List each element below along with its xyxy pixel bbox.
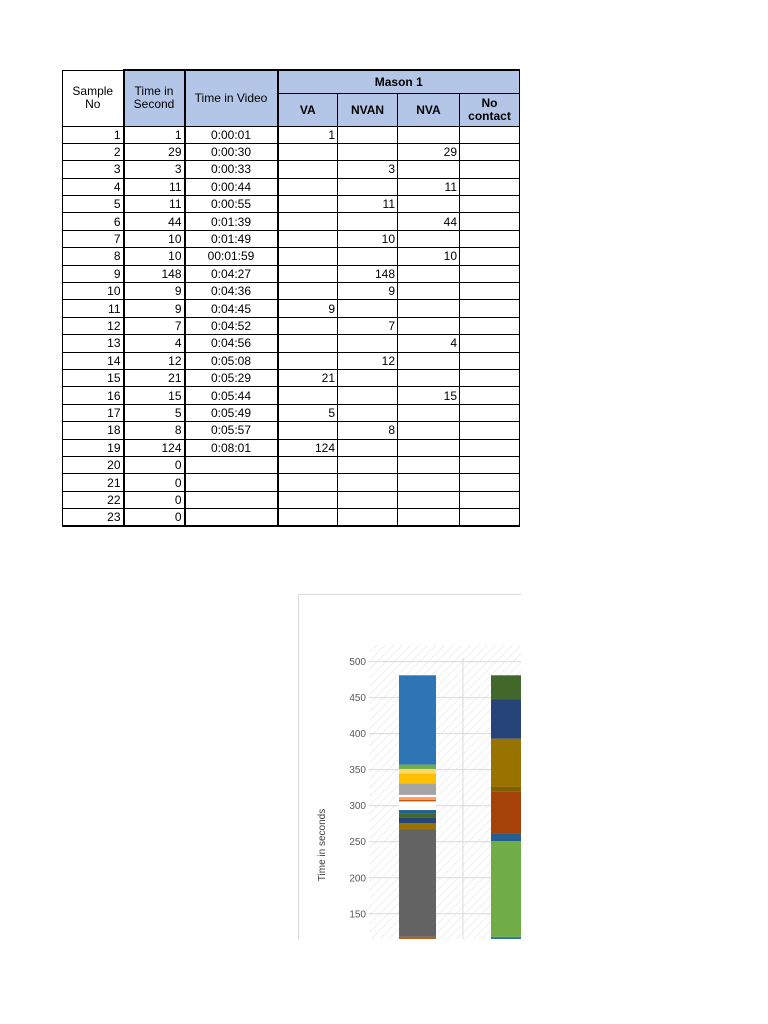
cell-sample-no: 19: [63, 439, 124, 456]
cell-nvan: [338, 509, 398, 526]
cell-no-contact: [460, 404, 520, 421]
cell-nvan: 9: [338, 283, 398, 300]
cell-time-in-second: 15: [124, 387, 185, 404]
cell-no-contact: [460, 283, 520, 300]
cell-no-contact: [460, 456, 520, 473]
cell-va: [278, 317, 338, 334]
table-row: [63, 491, 520, 508]
cell-time-in-video: [185, 456, 278, 473]
data-table: [62, 69, 520, 527]
table-row: [63, 352, 520, 369]
cell-nva: [398, 196, 460, 213]
cell-no-contact: [460, 509, 520, 526]
header-nva: NVA: [398, 94, 460, 126]
bar-segment: [399, 797, 436, 800]
table-row: [63, 335, 520, 352]
bar-segment: [399, 675, 436, 764]
cell-sample-no: 16: [63, 387, 124, 404]
y-tick-label: 300: [349, 801, 366, 813]
cell-nva: [398, 317, 460, 334]
cell-nvan: [338, 491, 398, 508]
cell-nvan: 10: [338, 230, 398, 247]
cell-time-in-second: 0: [124, 474, 185, 491]
cell-nva: [398, 283, 460, 300]
bar-segment: [491, 699, 521, 739]
cell-no-contact: [460, 387, 520, 404]
cell-time-in-video: [185, 491, 278, 508]
bar-segment: [399, 801, 436, 810]
cell-nvan: [338, 404, 398, 421]
table-row: [63, 196, 520, 213]
cell-no-contact: [460, 317, 520, 334]
cell-no-contact: [460, 248, 520, 265]
bar-segment: [399, 829, 436, 936]
cell-time-in-second: 8: [124, 422, 185, 439]
cell-sample-no: 6: [63, 213, 124, 230]
cell-no-contact: [460, 126, 520, 143]
cell-time-in-second: 0: [124, 491, 185, 508]
cell-time-in-video: 0:04:27: [185, 265, 278, 282]
table-row: [63, 300, 520, 317]
cell-nvan: [338, 213, 398, 230]
table-row: [63, 317, 520, 334]
cell-time-in-video: 00:01:59: [185, 248, 278, 265]
table-row: [63, 509, 520, 526]
cell-va: [278, 352, 338, 369]
table-row: [63, 143, 520, 160]
y-tick-label: 450: [349, 693, 366, 705]
cell-time-in-video: 0:04:56: [185, 335, 278, 352]
cell-va: [278, 387, 338, 404]
cell-sample-no: 15: [63, 369, 124, 386]
cell-time-in-second: 11: [124, 178, 185, 195]
bar-segment: [399, 937, 436, 939]
cell-nva: 11: [398, 178, 460, 195]
cell-time-in-second: 10: [124, 230, 185, 247]
table-row: [63, 422, 520, 439]
cell-no-contact: [460, 439, 520, 456]
bar-segment: [399, 818, 436, 823]
cell-time-in-second: 7: [124, 317, 185, 334]
cell-sample-no: 4: [63, 178, 124, 195]
bar-segment: [399, 814, 436, 818]
cell-nvan: [338, 387, 398, 404]
cell-va: 124: [278, 439, 338, 456]
bar-segment: [399, 783, 436, 795]
cell-time-in-second: 9: [124, 300, 185, 317]
cell-time-in-second: 0: [124, 509, 185, 526]
cell-nva: [398, 126, 460, 143]
y-tick-label: 150: [349, 909, 366, 921]
cell-time-in-video: 0:05:08: [185, 352, 278, 369]
bar-segment: [399, 769, 436, 773]
cell-nva: 4: [398, 335, 460, 352]
cell-nva: [398, 456, 460, 473]
cell-sample-no: 22: [63, 491, 124, 508]
cell-va: [278, 422, 338, 439]
table-row: [63, 474, 520, 491]
cell-sample-no: 12: [63, 317, 124, 334]
cell-time-in-video: 0:00:01: [185, 126, 278, 143]
cell-no-contact: [460, 422, 520, 439]
cell-no-contact: [460, 230, 520, 247]
table-row: [63, 161, 520, 178]
cell-no-contact: [460, 213, 520, 230]
cell-nvan: 148: [338, 265, 398, 282]
cell-time-in-video: 0:00:55: [185, 196, 278, 213]
table-row: [63, 178, 520, 195]
cell-nvan: [338, 143, 398, 160]
cell-time-in-video: 0:04:52: [185, 317, 278, 334]
bar-segment: [399, 810, 436, 814]
cell-time-in-video: 0:00:33: [185, 161, 278, 178]
cell-time-in-second: 4: [124, 335, 185, 352]
cell-va: [278, 161, 338, 178]
header-sample-no: Sample No: [63, 70, 124, 126]
y-tick-label: 250: [349, 837, 366, 849]
bar-segment: [491, 833, 521, 841]
cell-no-contact: [460, 300, 520, 317]
cell-no-contact: [460, 161, 520, 178]
cell-no-contact: [460, 491, 520, 508]
cell-va: [278, 474, 338, 491]
cell-nvan: [338, 369, 398, 386]
cell-nvan: [338, 474, 398, 491]
table-row: [63, 213, 520, 230]
cell-va: 9: [278, 300, 338, 317]
cell-nva: [398, 369, 460, 386]
y-tick-label: 500: [349, 657, 366, 669]
bar-segment: [399, 773, 436, 783]
cell-va: [278, 248, 338, 265]
cell-no-contact: [460, 369, 520, 386]
cell-time-in-second: 1: [124, 126, 185, 143]
chart-canvas: [299, 595, 521, 939]
cell-time-in-second: 3: [124, 161, 185, 178]
cell-sample-no: 14: [63, 352, 124, 369]
cell-nvan: [338, 300, 398, 317]
bar-segment: [491, 841, 521, 937]
cell-sample-no: 9: [63, 265, 124, 282]
y-axis-title: Time in seconds: [317, 808, 328, 882]
cell-time-in-video: 0:05:57: [185, 422, 278, 439]
bar-segment: [491, 787, 521, 791]
cell-va: 21: [278, 369, 338, 386]
table-row: [63, 456, 520, 473]
cell-va: [278, 335, 338, 352]
cell-sample-no: 2: [63, 143, 124, 160]
bar-segment: [399, 765, 436, 769]
cell-time-in-video: 0:01:39: [185, 213, 278, 230]
cell-nvan: [338, 248, 398, 265]
cell-time-in-second: 10: [124, 248, 185, 265]
y-tick-label: 400: [349, 729, 366, 741]
cell-no-contact: [460, 335, 520, 352]
cell-nva: [398, 161, 460, 178]
cell-sample-no: 23: [63, 509, 124, 526]
cell-time-in-video: 0:08:01: [185, 439, 278, 456]
cell-sample-no: 7: [63, 230, 124, 247]
stacked-bar-chart: [298, 594, 521, 939]
cell-nvan: 7: [338, 317, 398, 334]
cell-va: [278, 178, 338, 195]
cell-sample-no: 10: [63, 283, 124, 300]
cell-nvan: [338, 439, 398, 456]
cell-nva: 44: [398, 213, 460, 230]
cell-sample-no: 18: [63, 422, 124, 439]
cell-nvan: [338, 178, 398, 195]
cell-time-in-second: 0: [124, 456, 185, 473]
bar-segment: [491, 791, 521, 833]
table-row: [63, 404, 520, 421]
cell-nvan: [338, 335, 398, 352]
cell-time-in-second: 124: [124, 439, 185, 456]
cell-nva: [398, 474, 460, 491]
cell-nva: [398, 265, 460, 282]
cell-va: [278, 283, 338, 300]
cell-no-contact: [460, 196, 520, 213]
cell-nvan: 12: [338, 352, 398, 369]
table-row: [63, 283, 520, 300]
cell-nva: [398, 439, 460, 456]
cell-nva: [398, 491, 460, 508]
cell-nvan: [338, 456, 398, 473]
cell-sample-no: 20: [63, 456, 124, 473]
table-row: [63, 126, 520, 143]
table-row: [63, 369, 520, 386]
cell-nva: 10: [398, 248, 460, 265]
bar-segment: [399, 823, 436, 829]
header-group-mason-1: Mason 1: [278, 70, 520, 94]
cell-va: 5: [278, 404, 338, 421]
table-row: [63, 230, 520, 247]
header-nvan: NVAN: [338, 94, 398, 126]
cell-time-in-video: 0:05:49: [185, 404, 278, 421]
cell-time-in-video: 0:00:30: [185, 143, 278, 160]
cell-va: [278, 456, 338, 473]
cell-time-in-video: [185, 509, 278, 526]
cell-nva: 15: [398, 387, 460, 404]
cell-va: [278, 213, 338, 230]
cell-sample-no: 21: [63, 474, 124, 491]
header-va: VA: [278, 94, 338, 126]
cell-sample-no: 5: [63, 196, 124, 213]
cell-nva: [398, 300, 460, 317]
cell-no-contact: [460, 143, 520, 160]
cell-sample-no: 11: [63, 300, 124, 317]
cell-time-in-video: 0:01:49: [185, 230, 278, 247]
cell-time-in-video: 0:04:45: [185, 300, 278, 317]
cell-time-in-video: [185, 474, 278, 491]
bar-segment: [399, 795, 436, 797]
cell-time-in-video: 0:04:36: [185, 283, 278, 300]
cell-va: 1: [278, 126, 338, 143]
cell-va: [278, 196, 338, 213]
table-row: [63, 265, 520, 282]
cell-time-in-second: 21: [124, 369, 185, 386]
table-row: [63, 387, 520, 404]
cell-va: [278, 491, 338, 508]
cell-sample-no: 1: [63, 126, 124, 143]
cell-time-in-video: 0:00:44: [185, 178, 278, 195]
cell-time-in-second: 9: [124, 283, 185, 300]
y-tick-label: 200: [349, 873, 366, 885]
cell-va: [278, 230, 338, 247]
cell-sample-no: 8: [63, 248, 124, 265]
cell-nva: [398, 352, 460, 369]
cell-va: [278, 143, 338, 160]
cell-no-contact: [460, 474, 520, 491]
cell-nva: [398, 404, 460, 421]
cell-no-contact: [460, 178, 520, 195]
cell-time-in-second: 44: [124, 213, 185, 230]
cell-sample-no: 17: [63, 404, 124, 421]
bar-segment: [491, 675, 521, 699]
bar-segment: [491, 739, 521, 787]
cell-sample-no: 3: [63, 161, 124, 178]
header-no-contact: No contact: [460, 94, 520, 126]
cell-nva: [398, 230, 460, 247]
cell-nvan: 3: [338, 161, 398, 178]
cell-sample-no: 13: [63, 335, 124, 352]
table-body: [63, 126, 520, 526]
cell-time-in-video: 0:05:44: [185, 387, 278, 404]
cell-nvan: 8: [338, 422, 398, 439]
y-axis-ticks: [349, 657, 366, 920]
cell-nvan: [338, 126, 398, 143]
bar-segment: [491, 937, 521, 939]
cell-nva: 29: [398, 143, 460, 160]
cell-va: [278, 509, 338, 526]
header-time-in-video: Time in Video: [185, 70, 278, 126]
cell-no-contact: [460, 352, 520, 369]
cell-time-in-video: 0:05:29: [185, 369, 278, 386]
y-tick-label: 350: [349, 765, 366, 777]
cell-va: [278, 265, 338, 282]
cell-nva: [398, 422, 460, 439]
header-time-in-second: Time in Second: [124, 70, 185, 126]
bar-segment: [399, 800, 436, 801]
cell-nvan: 11: [338, 196, 398, 213]
cell-no-contact: [460, 265, 520, 282]
cell-nva: [398, 509, 460, 526]
table-row: [63, 248, 520, 265]
cell-time-in-second: 148: [124, 265, 185, 282]
cell-time-in-second: 29: [124, 143, 185, 160]
table-row: [63, 439, 520, 456]
cell-time-in-second: 12: [124, 352, 185, 369]
cell-time-in-second: 5: [124, 404, 185, 421]
cell-time-in-second: 11: [124, 196, 185, 213]
